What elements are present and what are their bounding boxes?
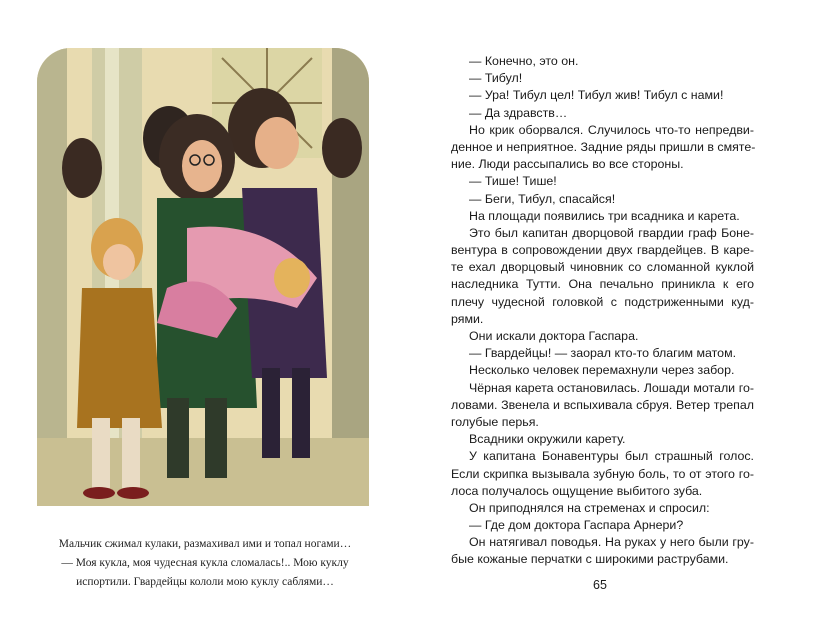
text-line: голубые перья.: [451, 414, 539, 429]
text-line: Это был капитан дворцовой гвардии граф Боне-: [469, 225, 754, 240]
text-line: — Да здравств…: [469, 105, 568, 120]
text-line: — Ура! Тибул цел! Тибул жив! Тибул с нами!: [469, 88, 724, 103]
text-line: ние. Люди рассыпались во все стороны.: [451, 157, 684, 172]
text-line: На площади появились три всадника и карета.: [469, 208, 740, 223]
text-line: — Тибул!: [469, 71, 523, 86]
caption-line: Мальчик сжимал кулаки, размахивал ими и топал ногами…: [58, 538, 352, 550]
text-line: наследника Тутти. Она печально приникла к его: [451, 277, 754, 292]
text-line: У капитана Бонавентуры был страшный голос.: [469, 449, 754, 464]
illustration-caption: [30, 535, 380, 592]
text-line: — Где дом доктора Гаспара Арнери?: [469, 518, 684, 533]
text-line: Он приподнялся на стременах и спросил:: [469, 500, 710, 515]
text-line: — Конечно, это он.: [469, 54, 579, 68]
text-line: ловами. Звенела и вспыхивала сбруя. Ветер трепал: [451, 397, 754, 412]
body-text: [451, 53, 754, 569]
text-line: — Тише! Тише!: [469, 174, 557, 189]
text-line: денное и неприятное. Задние ряды пришли в смяте-: [451, 139, 756, 154]
text-line: Они искали доктора Гаспара.: [469, 329, 639, 343]
text-line: те ехал дворцовый чиновник со сломанной куклой: [451, 260, 754, 275]
page-number: 65: [593, 578, 607, 592]
text-line: Чёрная карета остановилась. Лошади мотали го-: [469, 380, 754, 395]
caption-line: — Моя кукла, моя чудесная кукла сломалась!.. Мою куклу: [61, 557, 349, 569]
text-line: лоса получалось ощущение выбитого зуба.: [451, 483, 703, 498]
text-line: рями.: [451, 311, 484, 326]
text-line: Несколько человек перемахнули через забор.: [469, 363, 735, 378]
text-line: Если скрипка вызывала зубную боль, то от этого го-: [451, 466, 754, 481]
text-line: Но крик оборвался. Случилось что-то непредви-: [469, 122, 754, 137]
text-line: Всадники окружили карету.: [469, 432, 626, 447]
text-line: — Беги, Тибул, спасайся!: [469, 191, 616, 206]
book-illustration: [37, 48, 369, 506]
text-line: плечу чудесной головкой с подстриженными куд-: [451, 294, 754, 309]
text-line: бые кожаные перчатки с широкими раструбами.: [451, 552, 729, 567]
caption-line: испортили. Гвардейцы кололи мою куклу саблями…: [76, 576, 334, 588]
text-line: Он натягивал поводья. На руках у него были гру-: [469, 535, 754, 550]
text-line: — Гвардейцы! — заорал кто-то благим матом.: [469, 346, 737, 361]
text-line: вентура в сопровождении двух гвардейцев. В каре-: [451, 243, 754, 258]
